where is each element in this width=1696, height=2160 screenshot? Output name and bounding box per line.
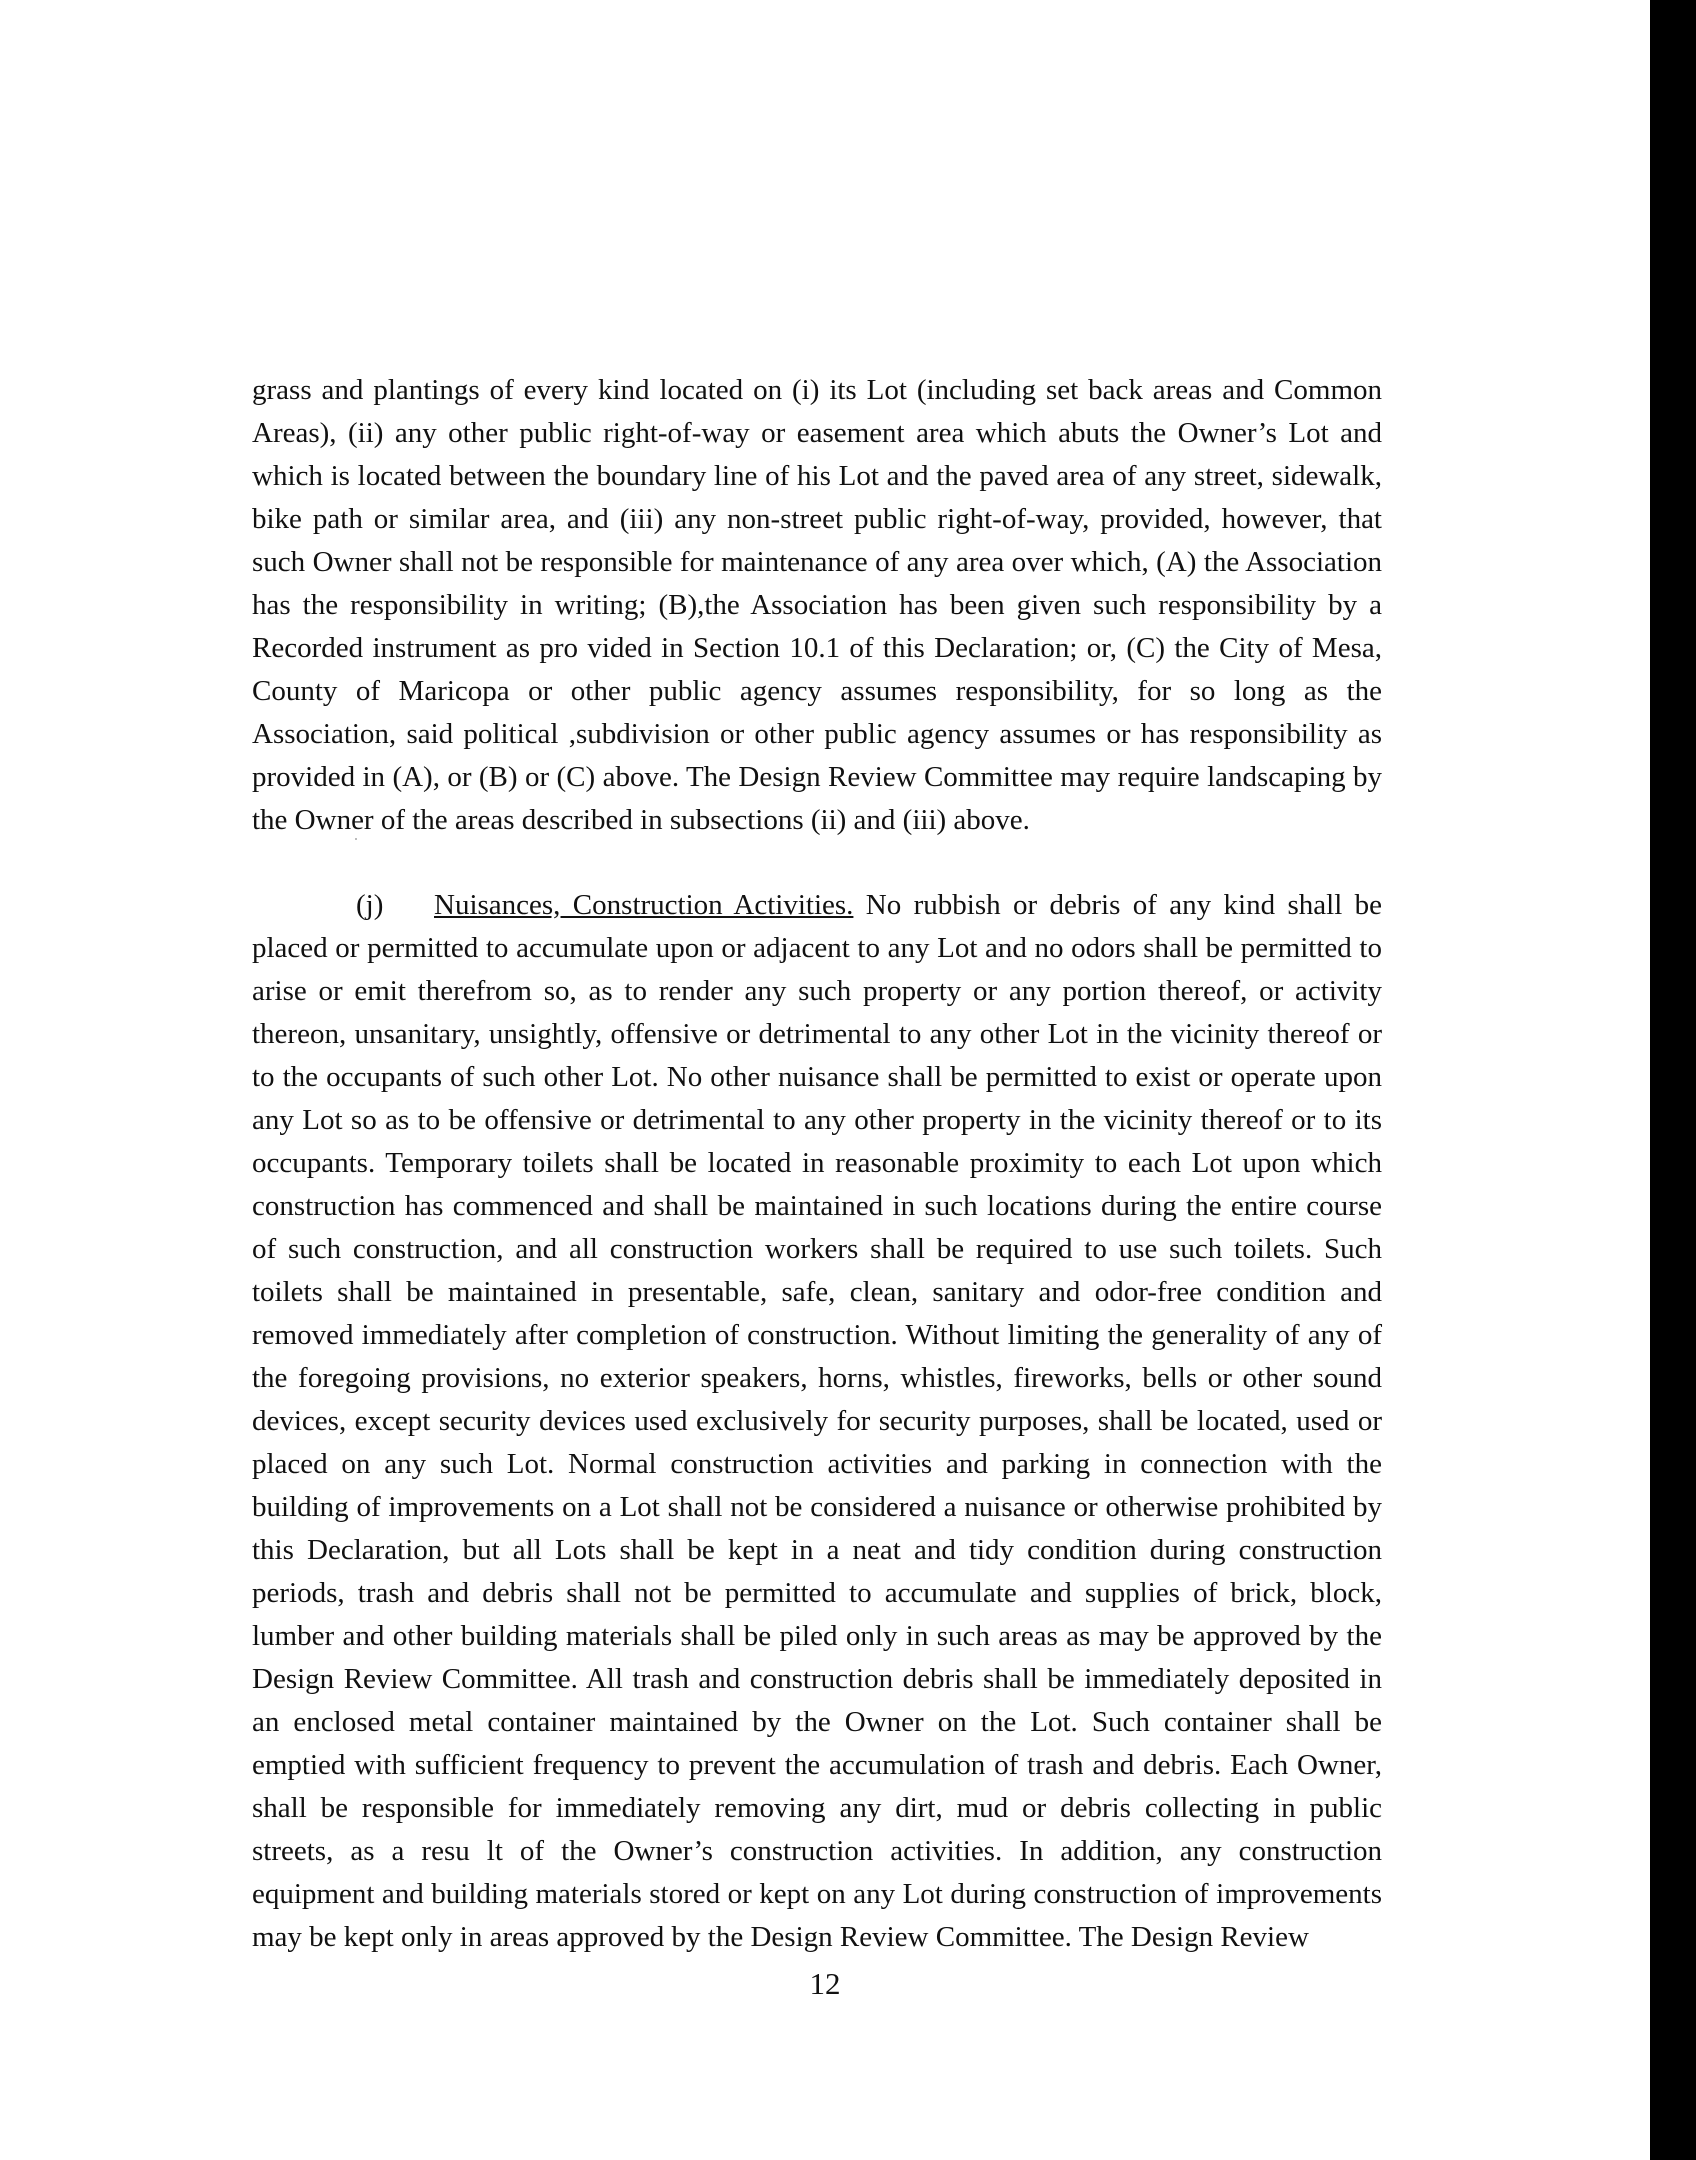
scan-border <box>1650 0 1696 2160</box>
section-label: (j) <box>356 889 384 921</box>
section-heading: Nuisances, Construction Activities. <box>434 889 854 921</box>
page-number: 12 <box>809 1966 841 2001</box>
scan-speck <box>355 838 357 840</box>
section-body: No rubbish or debris of any kind shall be placed or permitted to accumulate upon or adjacent to any Lot and no odors shall be permitted to arise or emit therefrom so, as to render any such property or any portion thereof, or activity thereon, unsanitary, unsightly, offensive or detrimental to any other Lot in the vicinity thereof or to the occupants of such other Lot. No other nuisance shall be permitted to exist or operate upon any Lot so as to be offensive or detrimental to any other property in the vicinity thereof or to its occupants. Temporary toilets shall be located in reasonable proximity to each Lot upon which construction has commenced and shall be maintained in such locations during the entire course of such construction, and all construction workers shall be required to use such toilets. Such toilets shall be maintained in presentable, safe, clean, sanitary and odor-free condition and removed immediately after completion of construction. Without limiting the generality of any of the foregoing provisions, no exterior speakers, horns, whistles, fireworks, bells or other sound devices, except security devices used exclusively for security purposes, shall be located, used or placed on any such Lot. Normal construction activities and parking in connection with the building of improvements on a Lot shall not be considered a nuisance or otherwise prohibited by this Declaration, but all Lots shall be kept in a neat and tidy condition during construction periods, trash and debris shall not be permitted to accumulate and supplies of brick, block, lumber and other building materials shall be piled only in such areas as may be approved by the Design Review Committee. All trash and construction debris shall be immediately deposited in an enclosed metal container maintained by the Owner on the Lot. Such container shall be emptied with sufficient frequency to prevent the accumulation of trash and debris. Each Owner, shall be responsible for immediately removing any dirt, mud or debris collecting in public streets, as a resu lt of the Owner’s construction activities. In addition, any construction equipment and building materials stored or kept on any Lot during construction of improvements may be kept only in areas approved by the Design Review Committee. The Design Review <box>252 889 1382 1953</box>
section-j-paragraph <box>252 884 1382 1959</box>
paragraph-continuation: grass and plantings of every kind located on (i) its Lot (including set back areas and Common Areas), (ii) any other public right-of-way or easement area which abuts the Owner’s Lot and which is located between the boundary line of his Lot and the paved area of any street, sidewalk, bike path or similar area, and (iii) any non-street public right-of-way, provided, however, that such Owner shall not be responsible for maintenance of any area over which, (A) the Association has the responsibility in writing; (B),the Association has been given such responsibility by a Recorded instrument as pro vided in Section 10.1 of this Declaration; or, (C) the City of Mesa, County of Maricopa or other public agency assumes responsibility, for so long as the Association, said political ,subdivision or other public agency assumes or has responsibility as provided in (A), or (B) or (C) above. The Design Review Committee may require landscaping by the Owner of the areas described in subsections (ii) and (iii) above. <box>252 374 1382 836</box>
